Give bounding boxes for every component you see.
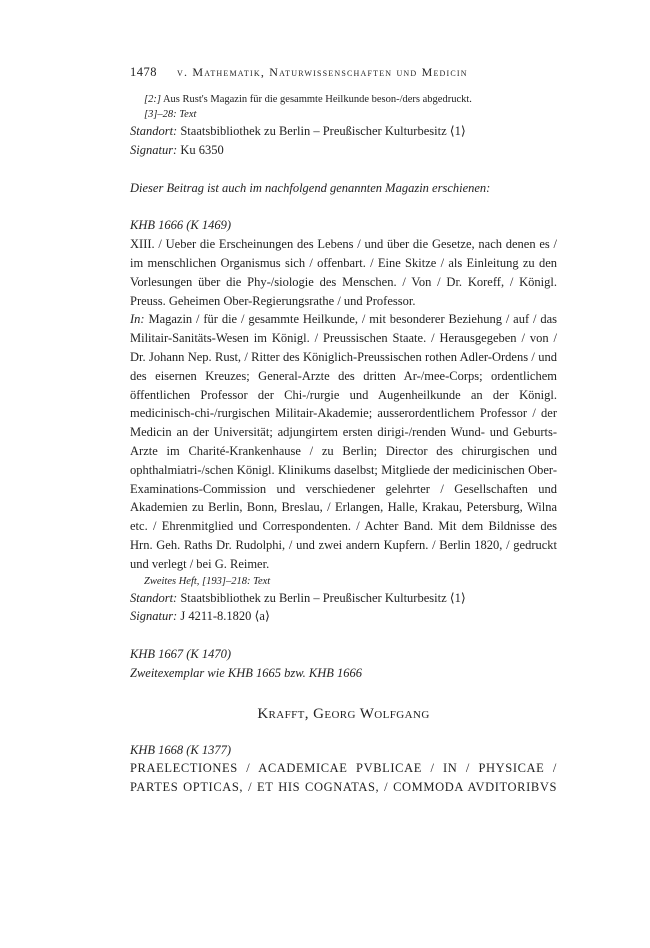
running-title: v. Mathematik, Naturwissenschaften und Medicin [177, 65, 468, 79]
signatur-label: Signatur: [130, 609, 178, 624]
in-label: In: [130, 312, 145, 327]
entry-note-1667: Zweitexemplar wie KHB 1665 bzw. KHB 1666 [130, 665, 363, 680]
entry-id-1668: KHB 1668 (K 1377) [130, 742, 232, 757]
entry-in-1666 [130, 310, 557, 573]
page-number: 1478 [130, 65, 157, 79]
standort-line [130, 122, 557, 141]
pages-line: [3]–28: Text [144, 109, 197, 120]
signatur-value: Ku 6350 [180, 142, 224, 157]
note-line [130, 92, 557, 107]
signatur-value: J 4211-8.1820 ⟨a⟩ [180, 609, 270, 624]
entry-title-1666: XIII. / Ueber die Erscheinungen des Lebens / und über die Gesetze, nach denen es / im menschlichen Organismus sich / offenbart. / Eine Skitze / als Einleitung zu den Vorlesungen über die Phy-/siologie des Menschen. / Von / Dr. Koreff, / Königl. Preuss. Geheimen Ober-Regierungsrathe / und Professor. [130, 237, 557, 308]
signatur-label: Signatur: [130, 142, 178, 157]
signatur-line-1666 [130, 607, 557, 626]
note-prefix: [2:] [144, 94, 161, 105]
signatur-line [130, 141, 557, 160]
entry-title-1668-line2: PARTES OPTICAS, / ET HIS COGNATAS, / COMMODA AVDITORIBVS [130, 780, 557, 795]
standort-value: Staatsbibliothek zu Berlin – Preußischer Kulturbesitz ⟨1⟩ [180, 590, 466, 605]
note-text: Aus Rust's Magazin für die gesammte Heilkunde beson-/ders abgedruckt. [162, 94, 472, 105]
pages-line-1666: Zweites Heft, [193]–218: Text [144, 575, 271, 587]
section-heading: Krafft, Georg Wolfgang [257, 705, 430, 722]
standort-value: Staatsbibliothek zu Berlin – Preußischer Kulturbesitz ⟨1⟩ [180, 124, 466, 138]
standort-label: Standort: [130, 590, 178, 605]
entry-id-1667: KHB 1667 (K 1470) [130, 647, 232, 662]
entry-id-1666: KHB 1666 (K 1469) [130, 218, 232, 233]
magazine-note: Dieser Beitrag ist auch im nachfolgend genannten Magazin erschienen: [130, 180, 491, 195]
standort-line-1666 [130, 589, 557, 608]
main-content [130, 92, 557, 797]
in-text: Magazin / für die / gesammte Heilkunde, / mit besonderer Beziehung / auf / das Militair-Sanitäts-Wesen im Königl. / Preussischen Staate. / Herausgegeben / von / Dr. Johann Nep. Rust, / Ritter des Königlich-Preussischen rothen Adler-Ordens / und des eisernen Kreuzes; General-Arzte des dritten Ar-/mee-Corps; ordentlichem öffentlichen Professor der Chi-/rurgie und Augenheilkunde an der Königl. medicinisch-chi-/rurgischen Militair-Akademie; ausserordentlichem Professor / der Medicin an der Universität; adjungirtem ersten dirigi-/renden Wund- und Geburts-Arzte im Charité-Krankenhause / zu Berlin; Director des chirurgischen und ophthalmiatri-/schen Königl. Klinikums daselbst; Mitgliede der medicinischen Ober-Examinations-Commission und verschiedener gelehrter / Gesellschaften und Akademien zu Berlin, Bonn, Breslau, / Erlangen, Halle, Krakau, Petersburg, Wilna etc. / Ehrenmitglied und Correspondenten. / Achter Band. Mit dem Bildnisse des Hrn. Geh. Raths Dr. Rudolphi, / und zwei andern Kupfern. / Berlin 1820, / gedruckt und verlegt / bei G. Reimer. [130, 312, 557, 571]
running-head [130, 65, 560, 80]
entry-title-1668-line1: PRAELECTIONES / ACADEMICAE PVBLICAE / IN / PHYSICAE / [130, 761, 557, 776]
standort-label: Standort: [130, 124, 178, 138]
